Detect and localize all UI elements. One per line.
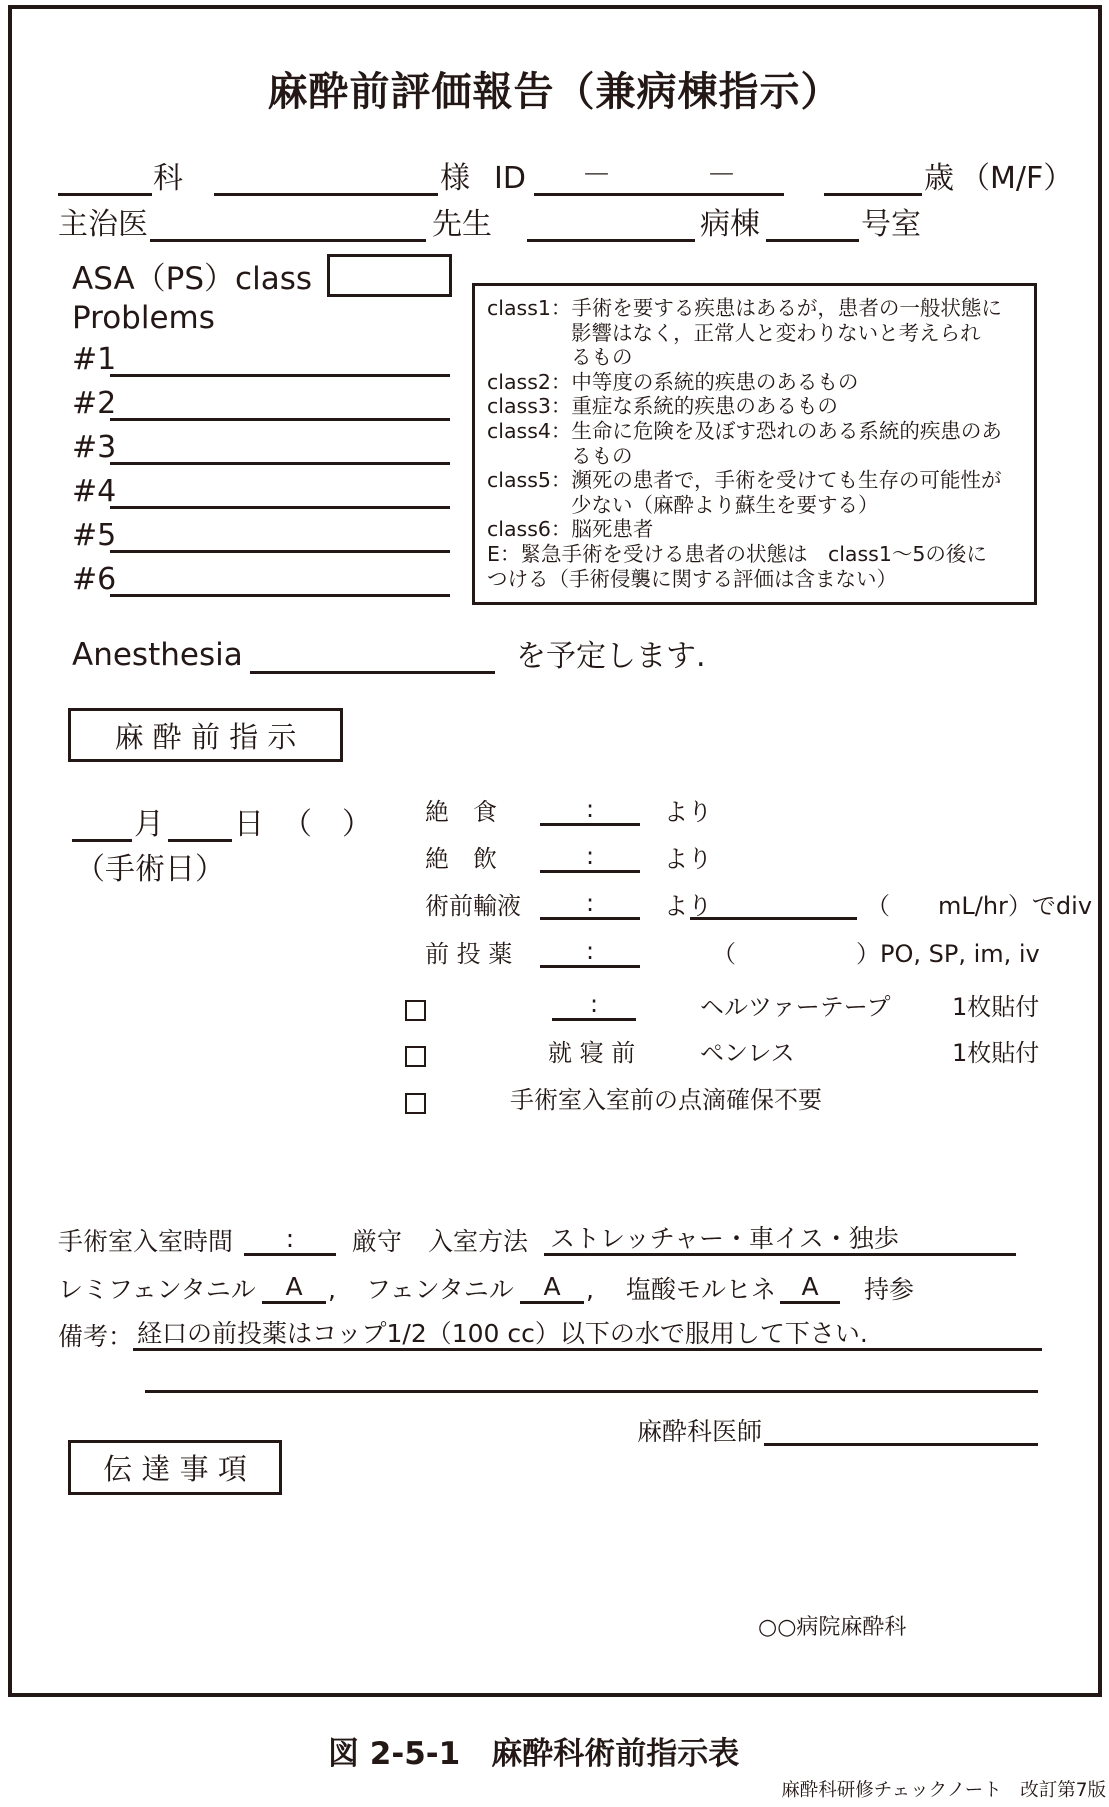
field-notes-line-2[interactable]	[145, 1390, 1038, 1393]
entry-method-label: 入室方法	[428, 1226, 529, 1256]
field-anesthesiologist-signature[interactable]	[764, 1443, 1038, 1446]
field-or-entry-time[interactable]: :	[244, 1224, 336, 1257]
field-problem-4[interactable]	[110, 506, 450, 509]
problem-number: #1	[72, 341, 117, 377]
premed-routes: （ ）PO, SP, im, iv	[712, 939, 1040, 968]
entry-method-options[interactable]: ストレッチャー・車イス・独歩	[544, 1224, 1016, 1257]
remifentanil-label: レミフェンタニル	[58, 1274, 256, 1304]
asa-class-definition: class3：重症な系統的疾患のあるもの	[487, 394, 838, 419]
label-day: 日	[234, 806, 264, 842]
asa-class-definition: class2：中等度の系統的疾患のあるもの	[487, 369, 859, 394]
no-iv-row	[0, 1078, 1109, 1114]
asa-class-input-box[interactable]	[327, 254, 452, 297]
or-entry-row	[0, 1216, 1109, 1256]
fentanyl-label: フェンタニル	[366, 1274, 514, 1304]
heltzer-tape-row	[0, 985, 1109, 1021]
comma: ,	[586, 1274, 594, 1304]
field-patient-id[interactable]	[534, 158, 784, 196]
field-room[interactable]	[766, 239, 859, 242]
field-problem-6[interactable]	[110, 594, 450, 597]
penles-time-label: 就 寝 前	[548, 1038, 636, 1067]
npo-food-label: 絶 食	[425, 797, 497, 826]
field-problem-2[interactable]	[110, 418, 450, 421]
label-age: 歳	[924, 160, 954, 196]
preop-fluid-row	[0, 884, 1109, 920]
asa-class-legend	[472, 283, 1037, 605]
fluid-rate: （ mL/hr）でdiv	[866, 891, 1093, 920]
penles-label: ペンレス	[700, 1038, 795, 1067]
label-id: ID	[494, 160, 526, 196]
field-notes[interactable]: 経口の前投薬はコップ1/2（100 cc）以下の水で服用して下さい.	[133, 1319, 1042, 1352]
id-dash-1: －	[581, 157, 612, 193]
bring-label: 持参	[864, 1274, 915, 1304]
label-doctor: 先生	[432, 206, 492, 242]
morphine-label: 塩酸モルヒネ	[626, 1274, 777, 1304]
problem-number: #5	[72, 517, 117, 553]
label-sex: （M/F）	[960, 160, 1074, 196]
anesthesia-label: Anesthesia	[72, 637, 243, 674]
label-ward: 病棟	[700, 206, 760, 242]
field-npo-drink-time[interactable]: :	[540, 842, 640, 873]
npo-food-row	[0, 790, 1109, 826]
figure-caption: 図 2-5-1 麻酔科術前指示表	[328, 1736, 740, 1772]
anesthesiologist-label: 麻酔科医師	[637, 1416, 763, 1446]
asa-class-definition: class1：手術を要する疾患はあるが，患者の一般状態に	[487, 296, 1002, 320]
doctor-line	[0, 196, 1109, 242]
problem-number: #3	[72, 429, 117, 465]
field-ward[interactable]	[527, 239, 695, 242]
field-fentanyl-amp[interactable]: A	[520, 1272, 584, 1305]
field-problem-5[interactable]	[110, 550, 450, 553]
book-footnote: 麻酔科研修チェックノート 改訂第7版	[781, 1780, 1106, 1801]
asa-class-definition: るもの	[571, 345, 633, 370]
anesthesia-row	[0, 634, 1109, 674]
form-title: 麻酔前評価報告（兼病棟指示）	[267, 69, 842, 115]
field-morphine-amp[interactable]: A	[780, 1272, 840, 1305]
opioid-row	[0, 1264, 1109, 1304]
patient-line	[0, 150, 1109, 196]
label-sama: 様	[440, 160, 470, 196]
label-day-of-week-paren: （ ）	[282, 806, 372, 842]
premed-label: 前 投 薬	[425, 939, 513, 968]
field-attending-name[interactable]	[150, 239, 426, 242]
label-room: 号室	[861, 206, 921, 242]
or-time-label: 手術室入室時間	[58, 1226, 234, 1256]
surgery-day-note: （手術日）	[75, 852, 225, 887]
anesthesia-suffix: を予定します.	[516, 638, 706, 674]
hospital-name: ○○病院麻酔科	[758, 1615, 907, 1640]
checkbox-heltzer-tape[interactable]	[405, 1000, 426, 1021]
asa-class-definition: class5：瀕死の患者で，手術を受けても生存の可能性が	[487, 468, 1002, 493]
preanesthesia-orders-heading: 麻 酔 前 指 示	[68, 708, 343, 762]
checkbox-no-iv[interactable]	[405, 1093, 426, 1114]
field-fluid-name[interactable]	[690, 917, 857, 920]
asa-label: ASA（PS）class	[72, 261, 312, 297]
field-remifentanil-amp[interactable]: A	[262, 1272, 326, 1305]
npo-food-from: より	[664, 797, 712, 826]
problems-label: Problems	[72, 300, 215, 336]
label-month: 月	[134, 806, 164, 842]
notes-row	[0, 1311, 1109, 1351]
notice-heading: 伝 達 事 項	[68, 1440, 282, 1495]
label-attending: 主治医	[58, 206, 148, 242]
asa-class-definition: つける（手術侵襲に関する評価は含まない）	[487, 566, 897, 591]
penles-row	[0, 1031, 1109, 1067]
field-problem-1[interactable]	[110, 374, 450, 377]
npo-drink-from: より	[664, 844, 712, 873]
asa-class-definition: class6：脳死患者	[487, 517, 654, 542]
strict-label: 厳守	[352, 1226, 403, 1256]
checkbox-penles[interactable]	[405, 1046, 426, 1067]
id-dash-2: －	[706, 157, 737, 193]
asa-class-definition: 影響はなく，正常人と変わりないと考えられ	[571, 320, 981, 345]
field-anesthesia-plan[interactable]	[250, 671, 495, 674]
asa-class-definition: E：緊急手術を受ける患者の状態は class1～5の後に	[487, 541, 987, 566]
notes-label: 備考：	[58, 1321, 134, 1351]
problem-number: #2	[72, 385, 117, 421]
fluid-from: より	[664, 891, 712, 920]
npo-drink-label: 絶 飲	[425, 844, 497, 873]
premed-row	[0, 932, 1109, 968]
asa-class-definition: るもの	[571, 443, 633, 468]
field-problem-3[interactable]	[110, 462, 450, 465]
heltzer-tape-qty: 1枚貼付	[952, 992, 1040, 1021]
heltzer-tape-label: ヘルツァーテープ	[700, 992, 891, 1021]
problem-number: #6	[72, 561, 117, 597]
asa-class-definition: class4：生命に危険を及ぼす恐れのある系統的疾患のあ	[487, 418, 1002, 443]
no-iv-label: 手術室入室前の点滴確保不要	[510, 1085, 822, 1114]
comma: ,	[328, 1274, 336, 1304]
field-premed-time[interactable]: :	[540, 937, 640, 968]
npo-drink-row	[0, 837, 1109, 873]
field-heltzer-time[interactable]: :	[552, 990, 636, 1021]
field-npo-food-time[interactable]: :	[540, 795, 640, 826]
problem-number: #4	[72, 473, 117, 509]
field-fluid-time[interactable]: :	[540, 889, 640, 920]
label-department: 科	[153, 160, 183, 196]
asa-class-definition: 少ない（麻酔より蘇生を要する）	[571, 492, 879, 517]
preop-fluid-label: 術前輸液	[425, 891, 521, 920]
penles-qty: 1枚貼付	[952, 1038, 1040, 1067]
